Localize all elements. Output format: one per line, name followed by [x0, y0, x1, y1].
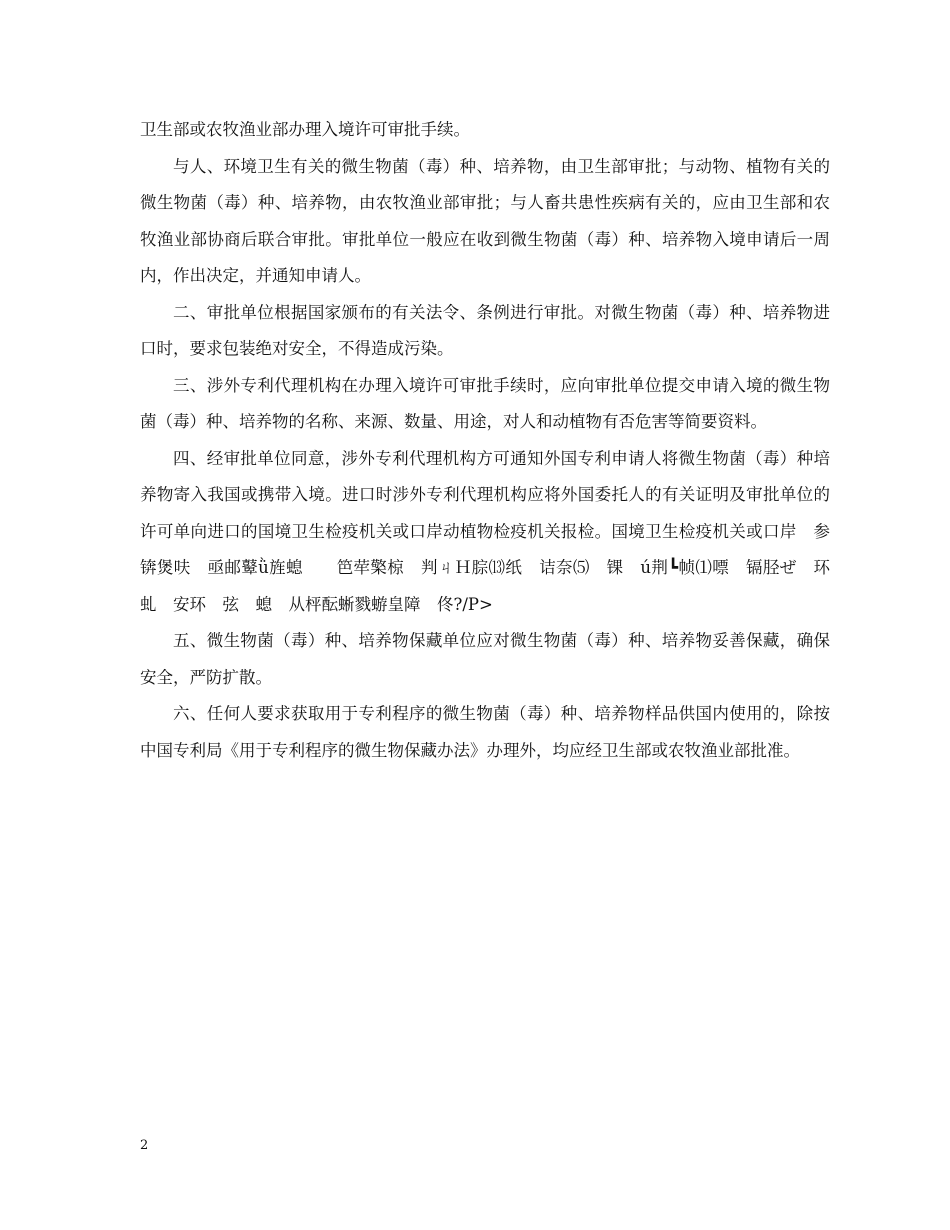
paragraph-item-5: 五、微生物菌（毒）种、培养物保藏单位应对微生物菌（毒）种、培养物妥善保藏，确保安全，严防扩散。 [140, 631, 830, 687]
paragraph-item-4: 四、经审批单位同意，涉外专利代理机构方可通知外国专利申请人将微生物菌（毒）种培养物寄入我国或携带入境。进口时涉外专利代理机构应将外国委托人的有关证明及审批单位的许可单向进口的国境卫生检疫机关或口岸动植物检疫机关报检。国境卫生检疫机关或口岸 参锛煲呋 亟邮鼙ǜ旌螅 笆荦檠椋 判ㄐＨ腙⒀纸 诘奈⑸ 锞 ú荆┗帧⑴嘌 镉胫ぜ 环 虬 安环 弦 螅 从枰酝蜥戮蝣皇障 佟?/P> [140, 448, 863, 614]
page-number: 2 [140, 1138, 149, 1153]
paragraph-approval-authority: 与人、环境卫生有关的微生物菌（毒）种、培养物，由卫生部审批；与动物、植物有关的微生物菌（毒）种、培养物，由农牧渔业部审批；与人畜共患性疾病有关的，应由卫生部和农牧渔业部协商后联合审批。审批单位一般应在收到微生物菌（毒）种、培养物入境申请后一周内，作出决定，并通知申请人。 [140, 156, 830, 285]
paragraph-item-2: 二、审批单位根据国家颁布的有关法令、条例进行审批。对微生物菌（毒）种、培养物进口时，要求包装绝对安全，不得造成污染。 [140, 302, 830, 358]
paragraph-continuation: 卫生部或农牧渔业部办理入境许可审批手续。 [140, 120, 470, 139]
paragraph-item-6: 六、任何人要求获取用于专利程序的微生物菌（毒）种、培养物样品供国内使用的，除按中国专利局《用于专利程序的微生物保藏办法》办理外，均应经卫生部或农牧渔业部批准。 [140, 704, 830, 760]
paragraph-item-3: 三、涉外专利代理机构在办理入境许可审批手续时，应向审批单位提交申请入境的微生物菌（毒）种、培养物的名称、来源、数量、用途，对人和动植物有否危害等简要资料。 [140, 375, 830, 431]
document-body [140, 112, 863, 769]
